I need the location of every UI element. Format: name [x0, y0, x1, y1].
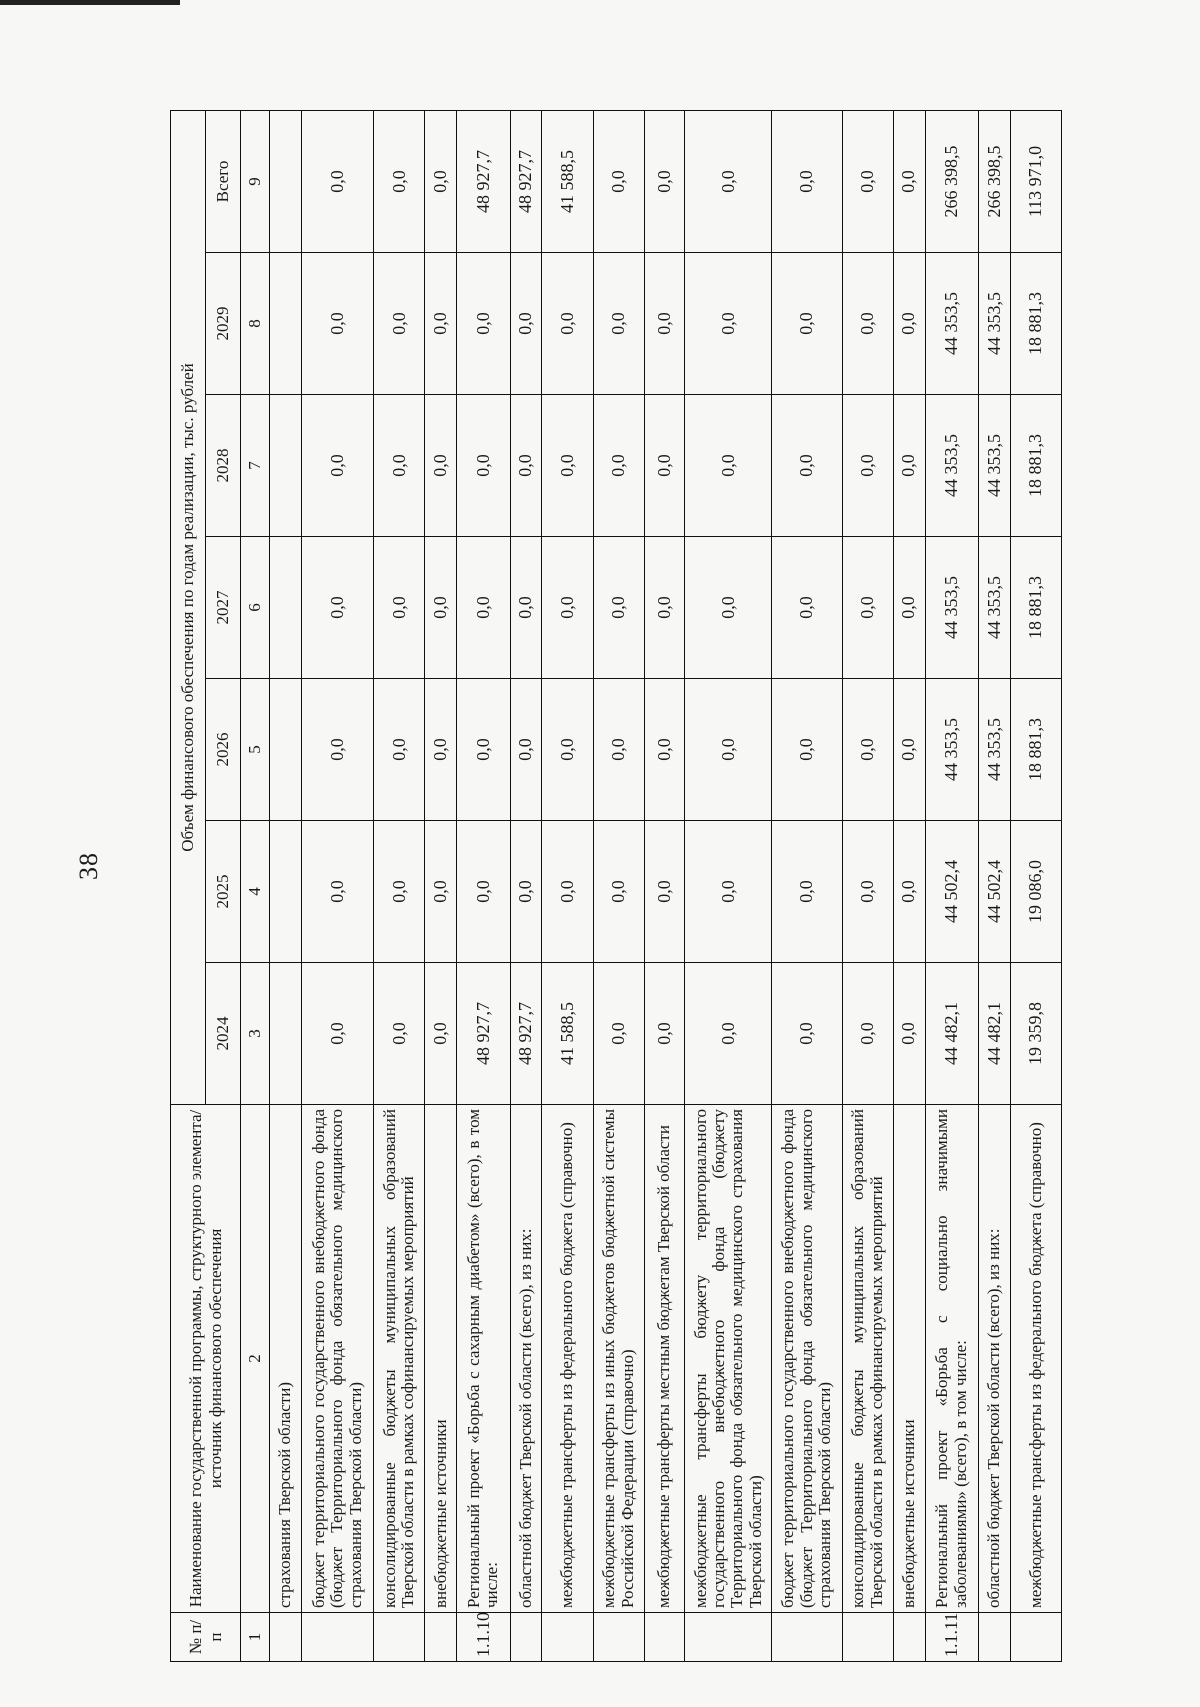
value-cell: 0,0 — [301, 679, 373, 821]
table-row — [893, 110, 925, 1661]
value-cell: 0,0 — [457, 253, 510, 395]
row-index-cell — [510, 1613, 542, 1662]
column-number: 4 — [241, 821, 270, 963]
value-cell: 0,0 — [644, 821, 684, 963]
value-cell: 0,0 — [457, 821, 510, 963]
value-cell: 0,0 — [644, 679, 684, 821]
value-cell: 44 353,5 — [978, 395, 1010, 537]
rotated-table-sheet — [170, 111, 1062, 1662]
row-index-cell: 1.1.11 — [925, 1613, 978, 1662]
value-cell: 0,0 — [772, 537, 842, 679]
column-number: 1 — [241, 1613, 270, 1662]
value-cell: 0,0 — [510, 537, 542, 679]
value-cell: 0,0 — [893, 253, 925, 395]
table-row — [542, 110, 593, 1661]
header-year: 2026 — [206, 679, 241, 821]
value-cell: 48 927,7 — [457, 110, 510, 252]
table-row — [772, 110, 842, 1661]
value-cell: 0,0 — [374, 679, 425, 821]
value-cell: 19 359,8 — [1010, 963, 1061, 1105]
row-index-cell — [685, 1613, 772, 1662]
row-name-cell: Региональный проект «Борьба с социально значимыми заболеваниями» (всего), в том числе: — [925, 1105, 978, 1613]
row-name-cell: страхования Тверской области) — [270, 1105, 302, 1613]
value-cell — [270, 679, 302, 821]
value-cell: 0,0 — [425, 537, 457, 679]
header-year: 2025 — [206, 821, 241, 963]
value-cell: 0,0 — [685, 110, 772, 252]
row-name-cell: бюджет территориального государственного внебюджетного фонда (бюджет Территориального фонда обязательного медицинского страхования Тверской области) — [301, 1105, 373, 1613]
financing-table — [170, 110, 1062, 1662]
row-index-cell: 1.1.10 — [457, 1613, 510, 1662]
value-cell — [270, 821, 302, 963]
value-cell: 0,0 — [425, 395, 457, 537]
value-cell: 0,0 — [644, 110, 684, 252]
value-cell: 0,0 — [593, 110, 644, 252]
scan-edge-mark — [0, 0, 180, 5]
row-index-cell — [893, 1613, 925, 1662]
value-cell: 0,0 — [893, 537, 925, 679]
row-name-cell: межбюджетные трансферты из иных бюджетов бюджетной системы Российской Федерации (справочно) — [593, 1105, 644, 1613]
table-row — [978, 110, 1010, 1661]
value-cell: 0,0 — [374, 963, 425, 1105]
value-cell: 19 086,0 — [1010, 821, 1061, 963]
value-cell: 18 881,3 — [1010, 537, 1061, 679]
row-name-cell: областной бюджет Тверской области (всего), из них: — [978, 1105, 1010, 1613]
row-index-cell — [1010, 1613, 1061, 1662]
row-name-cell: консолидированные бюджеты муниципальных образований Тверской области в рамках софинансируемых мероприятий — [842, 1105, 893, 1613]
value-cell: 0,0 — [644, 537, 684, 679]
row-name-cell: внебюджетные источники — [893, 1105, 925, 1613]
value-cell: 18 881,3 — [1010, 395, 1061, 537]
value-cell: 44 482,1 — [978, 963, 1010, 1105]
value-cell: 0,0 — [593, 395, 644, 537]
column-number: 7 — [241, 395, 270, 537]
value-cell: 44 353,5 — [978, 537, 1010, 679]
value-cell: 0,0 — [644, 963, 684, 1105]
row-name-cell: областной бюджет Тверской области (всего), из них: — [510, 1105, 542, 1613]
value-cell: 0,0 — [425, 110, 457, 252]
column-number: 8 — [241, 253, 270, 395]
value-cell: 0,0 — [842, 821, 893, 963]
value-cell: 0,0 — [301, 253, 373, 395]
row-name-cell: межбюджетные трансферты из федерального бюджета (справочно) — [542, 1105, 593, 1613]
table-row — [842, 110, 893, 1661]
value-cell: 0,0 — [772, 110, 842, 252]
value-cell: 0,0 — [772, 395, 842, 537]
value-cell: 0,0 — [644, 395, 684, 537]
column-number: 2 — [241, 1105, 270, 1613]
value-cell: 0,0 — [301, 963, 373, 1105]
value-cell: 0,0 — [593, 679, 644, 821]
value-cell: 44 353,5 — [925, 395, 978, 537]
value-cell: 0,0 — [842, 679, 893, 821]
value-cell: 44 353,5 — [978, 679, 1010, 821]
value-cell: 44 353,5 — [925, 679, 978, 821]
value-cell: 0,0 — [772, 963, 842, 1105]
table-row — [301, 110, 373, 1661]
value-cell: 0,0 — [542, 395, 593, 537]
value-cell: 0,0 — [593, 821, 644, 963]
row-index-cell — [425, 1613, 457, 1662]
value-cell: 0,0 — [374, 110, 425, 252]
row-name-cell: межбюджетные трансферты из федерального бюджета (справочно) — [1010, 1105, 1061, 1613]
value-cell — [270, 253, 302, 395]
value-cell: 0,0 — [593, 253, 644, 395]
row-index-cell — [772, 1613, 842, 1662]
value-cell: 266 398,5 — [978, 110, 1010, 252]
value-cell: 44 502,4 — [925, 821, 978, 963]
value-cell: 0,0 — [842, 963, 893, 1105]
value-cell: 0,0 — [301, 821, 373, 963]
value-cell: 0,0 — [772, 679, 842, 821]
row-name-cell: внебюджетные источники — [425, 1105, 457, 1613]
row-index-cell — [644, 1613, 684, 1662]
value-cell: 0,0 — [510, 679, 542, 821]
row-index-cell — [842, 1613, 893, 1662]
value-cell: 0,0 — [374, 537, 425, 679]
row-index-cell — [978, 1613, 1010, 1662]
value-cell: 0,0 — [510, 395, 542, 537]
page-number: 38 — [74, 852, 103, 880]
table-body — [270, 110, 1062, 1661]
value-cell: 0,0 — [425, 679, 457, 821]
row-index-cell — [593, 1613, 644, 1662]
table-row — [457, 110, 510, 1661]
column-number: 9 — [241, 110, 270, 252]
value-cell: 0,0 — [425, 963, 457, 1105]
value-cell: 0,0 — [542, 679, 593, 821]
value-cell — [270, 537, 302, 679]
table-row — [1010, 110, 1061, 1661]
table-row — [685, 110, 772, 1661]
value-cell: 0,0 — [842, 253, 893, 395]
value-cell: 48 927,7 — [510, 963, 542, 1105]
table-row — [644, 110, 684, 1661]
row-name-cell: Региональный проект «Борьба с сахарным диабетом» (всего), в том числе: — [457, 1105, 510, 1613]
value-cell: 0,0 — [685, 253, 772, 395]
value-cell: 44 502,4 — [978, 821, 1010, 963]
value-cell: 44 353,5 — [978, 253, 1010, 395]
column-numbers-row — [241, 110, 270, 1661]
column-number: 6 — [241, 537, 270, 679]
value-cell: 0,0 — [685, 963, 772, 1105]
row-name-cell: межбюджетные трансферты бюджету территориального государственного внебюджетного фонда (бюджету Территориального фонда обязательного медицинского страхования Тверской области) — [685, 1105, 772, 1613]
value-cell: 18 881,3 — [1010, 679, 1061, 821]
value-cell: 0,0 — [457, 679, 510, 821]
value-cell: 0,0 — [374, 395, 425, 537]
header-year: 2028 — [206, 395, 241, 537]
row-index-cell — [374, 1613, 425, 1662]
value-cell: 44 353,5 — [925, 253, 978, 395]
row-index-cell — [270, 1613, 302, 1662]
value-cell: 0,0 — [772, 253, 842, 395]
value-cell: 44 353,5 — [925, 537, 978, 679]
value-cell: 0,0 — [457, 537, 510, 679]
table-row — [510, 110, 542, 1661]
value-cell: 0,0 — [301, 110, 373, 252]
value-cell: 0,0 — [457, 395, 510, 537]
value-cell — [270, 110, 302, 252]
table-row — [374, 110, 425, 1661]
value-cell: 48 927,7 — [510, 110, 542, 252]
header-volume: Объем финансового обеспечения по годам реализации, тыс. рублей — [171, 110, 206, 1104]
table-row — [925, 110, 978, 1661]
value-cell: 0,0 — [842, 110, 893, 252]
value-cell: 0,0 — [374, 253, 425, 395]
value-cell: 0,0 — [893, 110, 925, 252]
value-cell: 48 927,7 — [457, 963, 510, 1105]
value-cell: 0,0 — [893, 679, 925, 821]
value-cell: 0,0 — [893, 963, 925, 1105]
header-year: 2029 — [206, 253, 241, 395]
value-cell: 0,0 — [301, 395, 373, 537]
value-cell: 0,0 — [842, 395, 893, 537]
value-cell: 0,0 — [425, 821, 457, 963]
value-cell: 0,0 — [374, 821, 425, 963]
table-row — [425, 110, 457, 1661]
table-row — [270, 110, 302, 1661]
value-cell: 0,0 — [425, 253, 457, 395]
value-cell — [270, 395, 302, 537]
column-number: 5 — [241, 679, 270, 821]
value-cell: 0,0 — [685, 821, 772, 963]
row-index-cell — [542, 1613, 593, 1662]
value-cell: 0,0 — [685, 537, 772, 679]
value-cell: 0,0 — [510, 821, 542, 963]
value-cell: 41 588,5 — [542, 110, 593, 252]
value-cell: 0,0 — [542, 821, 593, 963]
header-num: № п/п — [171, 1613, 241, 1662]
header-year: Всего — [206, 110, 241, 252]
value-cell: 0,0 — [593, 537, 644, 679]
value-cell: 266 398,5 — [925, 110, 978, 252]
value-cell: 0,0 — [772, 821, 842, 963]
row-name-cell: межбюджетные трансферты местным бюджетам Тверской области — [644, 1105, 684, 1613]
column-number: 3 — [241, 963, 270, 1105]
value-cell: 0,0 — [842, 537, 893, 679]
table-row — [593, 110, 644, 1661]
value-cell: 0,0 — [685, 395, 772, 537]
value-cell: 18 881,3 — [1010, 253, 1061, 395]
value-cell: 0,0 — [644, 253, 684, 395]
header-year: 2027 — [206, 537, 241, 679]
row-name-cell: бюджет территориального государственного внебюджетного фонда (бюджет Территориального фонда обязательного медицинского страхования Тверской области) — [772, 1105, 842, 1613]
value-cell: 0,0 — [893, 395, 925, 537]
header-year: 2024 — [206, 963, 241, 1105]
value-cell: 0,0 — [542, 253, 593, 395]
value-cell: 0,0 — [685, 679, 772, 821]
value-cell: 0,0 — [542, 537, 593, 679]
value-cell: 113 971,0 — [1010, 110, 1061, 252]
value-cell: 0,0 — [510, 253, 542, 395]
value-cell: 0,0 — [593, 963, 644, 1105]
value-cell: 44 482,1 — [925, 963, 978, 1105]
value-cell: 0,0 — [893, 821, 925, 963]
value-cell: 41 588,5 — [542, 963, 593, 1105]
value-cell — [270, 963, 302, 1105]
row-index-cell — [301, 1613, 373, 1662]
value-cell: 0,0 — [301, 537, 373, 679]
row-name-cell: консолидированные бюджеты муниципальных образований Тверской области в рамках софинансируемых мероприятий — [374, 1105, 425, 1613]
header-name: Наименование государственной программы, структурного элемента/источник финансового обеспечения — [171, 1105, 241, 1613]
